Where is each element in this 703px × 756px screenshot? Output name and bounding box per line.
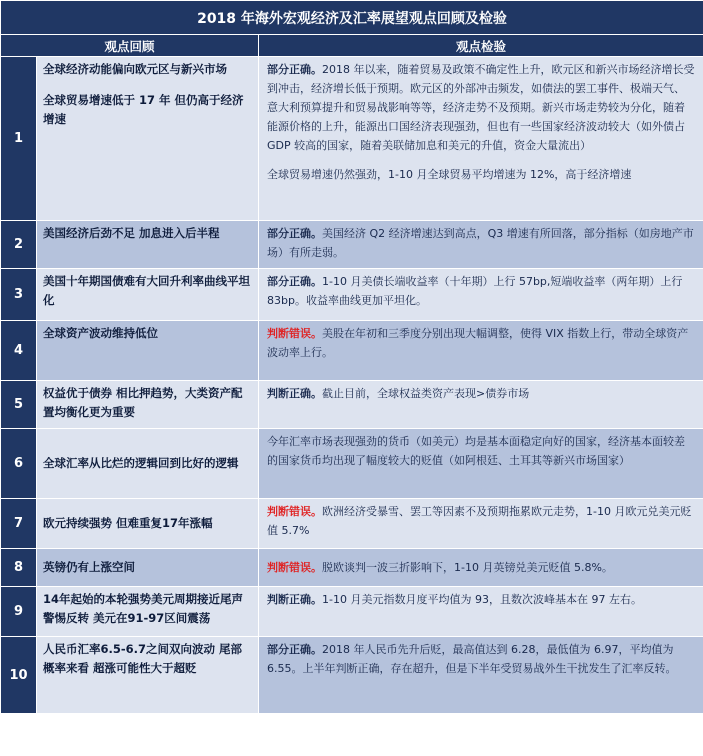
viewpoint-cell (37, 269, 259, 321)
viewpoint-text: 全球贸易增速低于 17 年 但仍高于经济增速 (43, 93, 244, 126)
verdict-label: 部分正确。 (267, 275, 322, 288)
viewpoint-text: 全球经济动能偏向欧元区与新兴市场 (43, 62, 227, 76)
row-number: 3 (1, 269, 37, 321)
viewpoint-cell (37, 637, 259, 714)
header-check: 观点检验 (259, 35, 703, 57)
verdict-label: 判断错误。 (267, 505, 322, 518)
check-cell (259, 57, 703, 221)
table-title: 2018 年海外宏观经济及汇率展望观点回顾及检验 (1, 1, 703, 35)
row-number: 8 (1, 549, 37, 587)
check-cell (259, 587, 703, 637)
check-text: 截止目前，全球权益类资产表现>债券市场 (322, 387, 530, 400)
viewpoint-text: 14年起始的本轮强势美元周期接近尾声 警惕反转 美元在91-97区间震荡 (43, 592, 244, 625)
check-text: 全球贸易增速仍然强劲，1-10 月全球贸易平均增速为 12%，高于经济增速 (267, 168, 632, 181)
viewpoint-cell (37, 321, 259, 381)
viewpoint-cell (37, 587, 259, 637)
viewpoint-text: 美国十年期国债难有大回升利率曲线平坦化 (43, 274, 250, 307)
check-cell (259, 637, 703, 714)
check-text: 1-10 月美元指数月度平均值为 93，且数次波峰基本在 97 左右。 (322, 593, 642, 606)
viewpoint-text: 欧元持续强势 但难重复17年涨幅 (43, 516, 213, 530)
viewpoint-cell (37, 549, 259, 587)
check-text: 2018 年以来，随着贸易及政策不确定性上升，欧元区和新兴市场经济增长受到冲击，经济增长低于预期。欧元区的外部冲击频发，如债法的罢工事件、极端天气、意大利预算提升和贸易战影响等等，经济走势不及预期。新兴市场走势较为分化，随着能源价格的上升，能源出口国经济表现强劲，但也有一些国家经济波动较大（如外债占 GDP 较高的国家，随着美联储加息和美元的升值，资金大量流出） (267, 63, 695, 152)
row-number: 7 (1, 499, 37, 549)
row-number: 1 (1, 57, 37, 221)
check-text: 美股在年初和三季度分别出现大幅调整，使得 VIX 指数上行，带动全球资产波动率上行。 (267, 327, 689, 359)
check-cell (259, 429, 703, 499)
check-text: 今年汇率市场表现强劲的货币（如美元）均是基本面稳定向好的国家，经济基本面较差的国家货币均出现了幅度较大的贬值（如阿根廷、土耳其等新兴市场国家） (267, 435, 685, 467)
table-row (1, 57, 703, 221)
viewpoint-text: 权益优于债券 相比押趋势，大类资产配置均衡化更为重要 (43, 386, 243, 419)
header-viewpoint: 观点回顾 (1, 35, 259, 57)
table-row (1, 429, 703, 499)
viewpoint-cell (37, 429, 259, 499)
table-row (1, 549, 703, 587)
check-cell (259, 269, 703, 321)
viewpoint-text: 全球汇率从比烂的逻辑回到比好的逻辑 (43, 456, 239, 470)
check-cell (259, 499, 703, 549)
table-row (1, 221, 703, 269)
table-row (1, 269, 703, 321)
table-row (1, 637, 703, 714)
verdict-label: 部分正确。 (267, 63, 322, 76)
table-row (1, 381, 703, 429)
verdict-label: 部分正确。 (267, 643, 322, 656)
check-cell (259, 549, 703, 587)
verdict-label: 部分正确。 (267, 227, 322, 240)
table-row (1, 321, 703, 381)
verdict-label: 判断错误。 (267, 561, 322, 574)
check-text: 1-10 月美债长端收益率（十年期）上行 57bp,短端收益率（两年期）上行 83bp。收益率曲线更加平坦化。 (267, 275, 683, 307)
row-number: 5 (1, 381, 37, 429)
check-cell (259, 381, 703, 429)
viewpoint-text: 全球资产波动维持低位 (43, 326, 158, 340)
row-number: 2 (1, 221, 37, 269)
verdict-label: 判断正确。 (267, 593, 322, 606)
row-number: 6 (1, 429, 37, 499)
viewpoint-text: 美国经济后劲不足 加息进入后半程 (43, 226, 220, 240)
viewpoint-text: 英镑仍有上涨空间 (43, 560, 135, 574)
verdict-label: 判断错误。 (267, 327, 322, 340)
verdict-label: 判断正确。 (267, 387, 322, 400)
check-text: 脱欧谈判一波三折影响下，1-10 月英镑兑美元贬值 5.8%。 (322, 561, 613, 574)
check-text: 美国经济 Q2 经济增速达到高点，Q3 增速有所回落，部分指标（如房地产市场）有所走弱。 (267, 227, 694, 259)
check-text: 欧洲经济受暴雪、罢工等因素不及预期拖累欧元走势，1-10 月欧元兑美元贬值 5.7% (267, 505, 692, 537)
table-row (1, 587, 703, 637)
row-number: 4 (1, 321, 37, 381)
viewpoint-cell (37, 381, 259, 429)
table-row (1, 499, 703, 549)
viewpoint-cell (37, 499, 259, 549)
viewpoint-text: 人民币汇率6.5-6.7之间双向波动 尾部概率来看 超涨可能性大于超贬 (43, 642, 243, 675)
check-text: 2018 年人民币先升后贬，最高值达到 6.28，最低值为 6.97，平均值为 6.55。上半年判断正确，存在超升，但是下半年受贸易战外生干扰发生了汇率反转。 (267, 643, 677, 675)
row-number: 10 (1, 637, 37, 714)
row-number: 9 (1, 587, 37, 637)
viewpoint-cell (37, 57, 259, 221)
viewpoint-cell (37, 221, 259, 269)
check-cell (259, 221, 703, 269)
check-cell (259, 321, 703, 381)
